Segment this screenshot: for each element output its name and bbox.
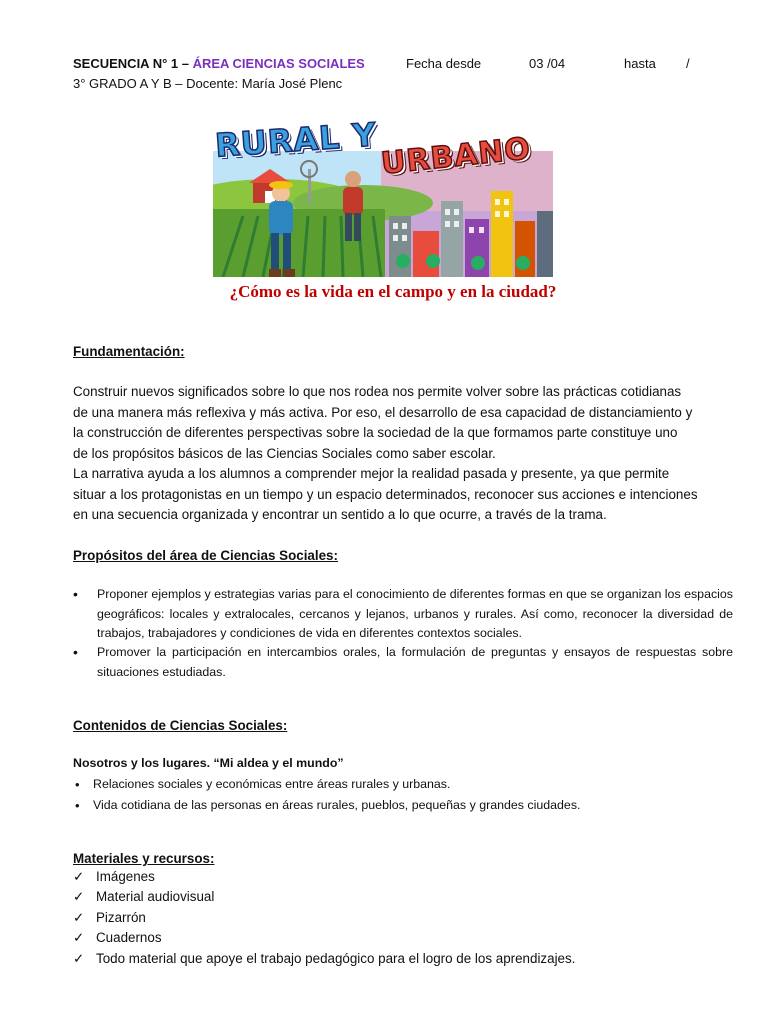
contenido-text: Vida cotidiana de las personas en áreas rurales, pueblos, pequeñas y grandes ciudades. [93,798,581,812]
fecha-value: 03 /04 [529,56,566,71]
checkmark-icon: ✓ [73,910,85,925]
checkmark-icon: ✓ [73,889,85,904]
hasta-slash: / [686,56,690,71]
bullet-icon: • [75,798,80,813]
header-line-2: 3° GRADO A Y B – Docente: María José Plenc [73,76,343,91]
contenidos-subheading: Nosotros y los lugares. “Mi aldea y el mundo” [73,756,344,770]
checkmark-icon: ✓ [73,930,85,945]
banner-title-urbano: URBANO [379,131,533,182]
material-text: Material audiovisual [96,889,215,904]
list-item [73,910,146,926]
fundamentacion-line: en una secuencia organizada y encontrar un sentido a lo que ocurre, a través de la trama. [73,507,607,522]
material-text: Cuadernos [96,930,162,945]
fundamentacion-line: la construcción de diferentes perspectivas sobre la sociedad de la que formamos parte constituye uno [73,425,678,440]
contenidos-heading: Contenidos de Ciencias Sociales: [73,718,288,733]
bullet-icon: • [73,644,78,660]
bullet-icon: • [73,586,78,602]
checkmark-icon: ✓ [73,951,85,966]
fundamentacion-line: de los propósitos básicos de las Ciencias Sociales como saber escolar. [73,445,496,461]
list-item [73,951,575,967]
header-line-1 [73,56,365,71]
rural-urbano-banner [213,115,553,277]
propositos-heading: Propósitos del área de Ciencias Sociales: [73,548,338,563]
checkmark-icon: ✓ [73,869,85,884]
material-text: Imágenes [96,869,155,884]
banner-title-rural: RURAL Y [213,115,378,165]
list-item [73,889,214,905]
area-label: ÁREA CIENCIAS SOCIALES [192,56,365,71]
fundamentacion-line: La narrativa ayuda a los alumnos a comprender mejor la realidad pasada y presente, ya que permite [73,466,670,481]
list-item [73,930,162,946]
fundamentacion-line: Construir nuevos significados sobre lo que nos rodea nos permite volver sobre las prácticas cotidianas [73,384,682,399]
hasta-label: hasta [624,56,656,71]
page-title: ¿Cómo es la vida en el campo y en la ciudad? [229,282,557,301]
bullet-icon: • [75,777,80,792]
fecha-label: Fecha desde [406,56,482,71]
contenido-text: Relaciones sociales y económicas entre áreas rurales y urbanas. [93,777,451,791]
fundamentacion-line: de una manera más reflexiva y más activa. Por eso, el desarrollo de esa capacidad de distanciamiento y [73,404,693,420]
sequence-label: SECUENCIA N° 1 – [73,56,193,71]
fundamentacion-body [73,382,743,526]
proposito-text: Proponer ejemplos y estrategias varias para el conocimiento de diferentes formas en que se organizan los espacios geográficos: locales y extralocales, cercanos y lejanos, urbanos y rurales. Así como, reconocer la diversidad de trabajos, trabajadores y condiciones de vida en diferentes contextos sociales. [97,587,733,640]
proposito-text: Promover la participación en intercambios orales, la formulación de preguntas y ensayos de respuestas sobre situaciones estudiadas. [97,645,733,679]
materiales-heading: Materiales y recursos: [73,851,215,866]
fundamentacion-heading: Fundamentación: [73,344,185,359]
list-item [73,869,155,885]
fundamentacion-line: situar a los protagonistas en un tiempo y un espacio determinados, reconocer sus acciones e intenciones [73,486,698,502]
material-text: Todo material que apoye el trabajo pedagógico para el logro de los aprendizajes. [96,951,576,966]
material-text: Pizarrón [96,910,146,925]
